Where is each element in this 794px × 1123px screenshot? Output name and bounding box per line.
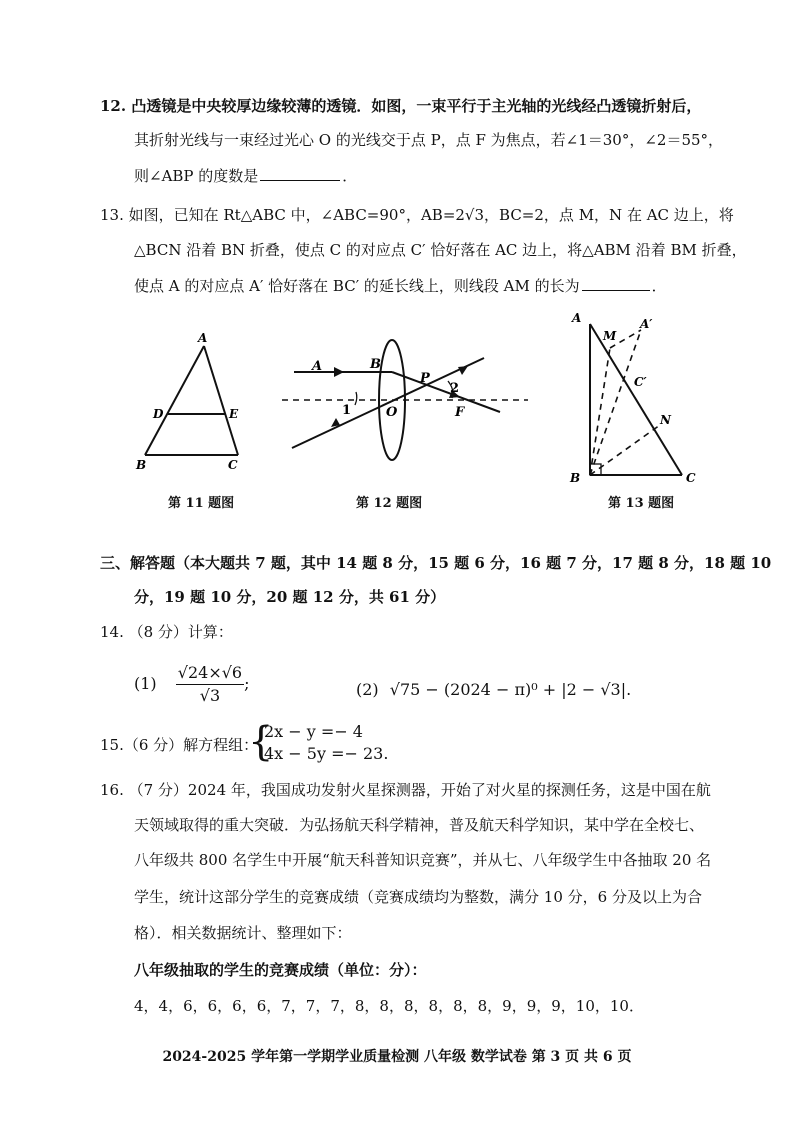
- fig12-caption: 第 12 题图: [356, 496, 423, 511]
- fig12-label-o: O: [386, 405, 398, 420]
- q12-line3-text: 则∠ABP 的度数是: [134, 167, 259, 185]
- q16-scores: 4，4，6，6，6，6，7，7，7，8，8，8，8，8，8，9，9，9，10，10．: [134, 997, 644, 1015]
- fig13-fold-bm: [590, 348, 610, 475]
- q16-subtitle: 八年级抽取的学生的竞赛成绩（单位：分）：: [134, 961, 427, 979]
- fig13-fold-bn: [590, 425, 660, 475]
- q15-brace: {: [248, 719, 274, 765]
- fig12-label-b: B: [370, 357, 381, 372]
- fig13-label-m: M: [603, 329, 617, 343]
- figures-area: [0, 0, 794, 520]
- fig11-diagram: [145, 346, 238, 455]
- q12-line1: 12. 凸透镜是中央较厚边缘较薄的透镜．如图，一束平行于主光轴的光线经凸透镜折射后，: [100, 97, 702, 115]
- fig11-label-e: E: [229, 407, 239, 421]
- fig12-arrow-parallel: [334, 367, 344, 377]
- q14-part1-label: (1): [134, 674, 157, 693]
- fig11-caption: 第 11 题图: [168, 496, 235, 511]
- q13-line3-end: ．: [651, 277, 667, 295]
- q14-part1-fraction: [176, 662, 244, 707]
- q13-line3-text: 使点 A 的对应点 A′ 恰好落在 BC′ 的延长线上，则线段 AM 的长为: [134, 277, 580, 295]
- q14-part2: [356, 680, 631, 700]
- q14-part2-label: (2): [356, 680, 379, 699]
- fig11-side-ac: [204, 346, 238, 455]
- fig11-label-b: B: [136, 458, 147, 472]
- fig12-label-f: F: [455, 405, 465, 420]
- fig13-diagram: [590, 324, 682, 475]
- q12-line3-end: ．: [342, 167, 358, 185]
- section3-line1: 三、解答题（本大题共 7 题，其中 14 题 8 分，15 题 6 分，16 题 7 分，17 题 8 分，18 题 10: [100, 554, 772, 572]
- q14-part1-denominator: √3: [199, 686, 221, 705]
- fig11-label-a: A: [198, 331, 208, 345]
- q16-line1: 16. （7 分）2024 年，我国成功发射火星探测器，开始了对火星的探测任务，这是中国在航: [100, 781, 711, 799]
- fig11-side-ab: [145, 346, 204, 455]
- q16-line3: 八年级共 800 名学生中开展“航天科普知识竞赛”，并从七、八年级学生中各抽取 20 名: [134, 851, 712, 869]
- fig11-label-c: C: [228, 458, 238, 472]
- q13-line1: 13. 如图，已知在 Rt△ABC 中，∠ABC=90°，AB=2√3，BC=2，点 M，N 在 AC 边上，将: [100, 206, 734, 224]
- q14-part1: [134, 662, 250, 707]
- q16-line5: 格）．相关数据统计、整理如下：: [134, 924, 352, 942]
- fig13-label-c: C: [686, 471, 696, 485]
- fig13-label-a: A: [572, 311, 582, 325]
- fig11-label-d: D: [153, 407, 164, 421]
- fig13-label-b: B: [570, 471, 581, 485]
- q14-part2-expression: √75 − (2024 − π)⁰ + |2 − √3|.: [389, 680, 632, 699]
- q14-part1-semicolon: ;: [244, 674, 250, 693]
- q13-line2: △BCN 沿着 BN 折叠，使点 C 的对应点 C′ 恰好落在 AC 边上，将△ABM 沿着 BM 折叠，: [134, 241, 747, 259]
- q15-header: 15.（6 分）解方程组：: [100, 736, 259, 754]
- q15-equation1: 2x − y =− 4: [264, 722, 363, 741]
- q14-header: 14. （8 分）计算：: [100, 623, 233, 641]
- fig12-angle1-arc: [355, 392, 357, 405]
- fig12-diagram: [282, 340, 528, 460]
- q12-line2: 其折射光线与一束经过光心 O 的光线交于点 P，点 F 为焦点，若∠1＝30°，∠2＝55°，: [134, 131, 724, 149]
- fig12-label-1: 1: [342, 403, 352, 418]
- section3-line2: 分，19 题 10 分，20 题 12 分，共 61 分）: [134, 588, 446, 606]
- fig13-side-ac: [590, 324, 682, 475]
- fig12-label-p: P: [420, 371, 430, 386]
- fig13-label-n: N: [660, 413, 671, 427]
- fig13-label-c-prime: C′: [634, 375, 647, 389]
- q15-equation2: 4x − 5y =− 23.: [264, 744, 389, 763]
- q16-line2: 天领域取得的重大突破．为弘扬航天科学精神，普及航天科学知识，某中学在全校七、: [134, 816, 705, 834]
- fig12-label-a: A: [312, 359, 323, 374]
- fig13-caption: 第 13 题图: [608, 496, 675, 511]
- q14-part1-numerator: √24×√6: [176, 662, 244, 685]
- q16-line4: 学生，统计这部分学生的竞赛成绩（竞赛成绩均为整数，满分 10 分，6 分及以上为合: [134, 888, 702, 906]
- fig13-fold-ba: [590, 330, 641, 475]
- page-footer: 2024-2025 学年第一学期学业质量检测 八年级 数学试卷 第 3 页 共 6 页: [162, 1049, 632, 1065]
- fig13-label-a-prime: A′: [640, 317, 653, 331]
- fig12-refracted-ray: [392, 372, 500, 412]
- fig12-label-2: 2: [450, 381, 460, 396]
